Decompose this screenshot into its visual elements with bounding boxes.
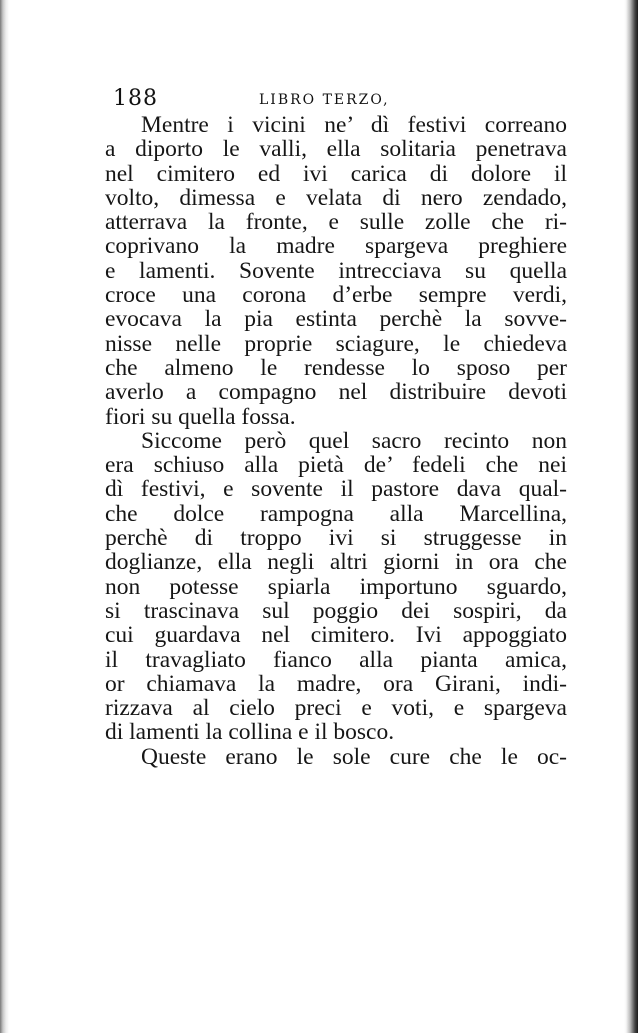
text-line: che almeno le rendesse lo sposo per [105,354,567,381]
page-number: 188 [113,86,158,111]
paragraph-3 [105,745,567,769]
text-line: atterrava la fronte, e sulle zolle che ri- [105,209,567,236]
text-line: Queste erano le sole cure che le oc- [141,743,567,770]
text-line: il travagliato fianco alla pianta amica, [105,646,567,673]
text-line: coprivano la madre spargeva preghiere [105,233,567,260]
text-line: cui guardava nel cimitero. Ivi appoggiato [105,622,567,649]
text-line: or chiamava la madre, ora Girani, indi- [105,670,567,697]
paragraph-2 [105,429,567,745]
page-right-edge-shadow [624,0,638,1033]
text-line: dì festivi, e sovente il pastore dava qual- [105,476,567,503]
text-line: Siccome però quel sacro recinto non [141,427,567,454]
text-line: si trascinava sul poggio dei sospiri, da [105,597,567,624]
text-line: nisse nelle proprie sciagure, le chiedeva [105,330,567,357]
text-line: rizzava al cielo preci e voti, e spargeva [105,695,567,722]
text-line: Mentre i vicini ne’ dì festivi correano [141,112,567,138]
text-line: era schiuso alla pietà de’ fedeli che nei [105,452,567,479]
text-line: che dolce rampogna alla Marcellina, [105,500,567,527]
text-line: averlo a compagno nel distribuire devoti [105,379,567,406]
running-head [113,86,413,114]
text-line: doglianze, ella negli altri giorni in ora che [105,549,567,576]
text-line: e lamenti. Sovente intrecciava su quella [105,257,567,284]
text-line: non potesse spiarla importuno sguardo, [105,573,567,600]
text-line: nel cimitero ed ivi carica di dolore il [105,160,567,187]
text-line: volto, dimessa e velata di nero zendado, [105,184,567,211]
text-line: di lamenti la collina e il bosco. [105,719,395,746]
text-line: evocava la pia estinta perchè la sovve- [105,306,567,333]
text-line: fiori su quella fossa. [105,403,296,430]
paragraph-1 [105,113,567,429]
running-title: LIBRO TERZO, [259,92,390,108]
text-line: croce una corona d’erbe sempre verdi, [105,282,567,309]
page-left-edge-shadow [0,0,9,1033]
text-block [105,113,567,769]
text-line: perchè di troppo ivi si struggesse in [105,525,567,552]
text-line: a diporto le valli, ella solitaria penetrava [105,136,567,163]
